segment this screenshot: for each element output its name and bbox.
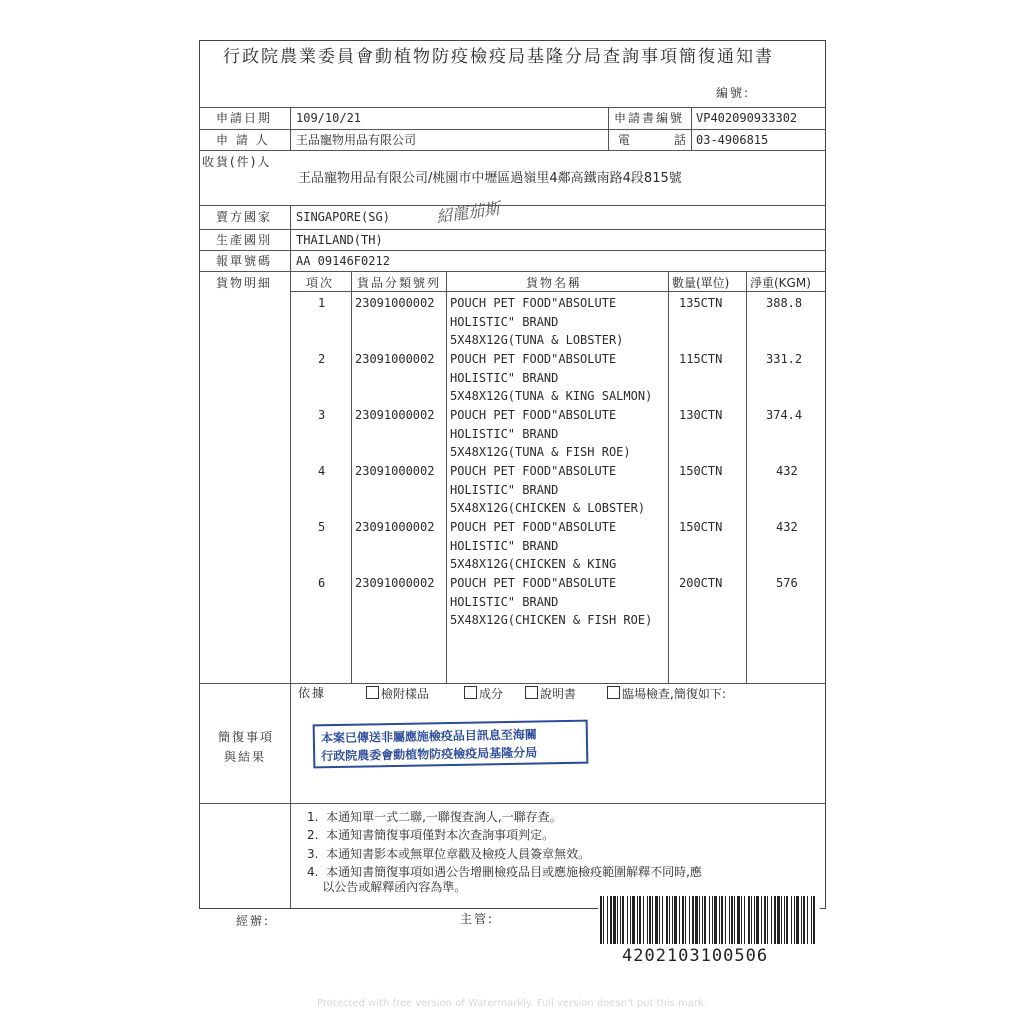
phone-value: 03-4906815 <box>696 133 769 147</box>
barcode-bar <box>613 896 616 944</box>
declaration-value: AA 09146F0212 <box>296 254 390 268</box>
row-code: 23091000002 <box>355 520 435 534</box>
barcode-bar <box>777 896 780 944</box>
row-no: 2 <box>318 352 326 366</box>
stamp-line1: 本案已傳送非屬應施檢疫品目訊息至海關 <box>320 727 537 746</box>
stamp-line2: 行政院農委會動植物防疫檢疫局基隆分局 <box>321 745 538 764</box>
barcode-bar <box>794 896 795 944</box>
barcode-bar <box>704 896 706 944</box>
barcode-bar <box>771 896 772 944</box>
note-item: 3. 本通知書影本或無單位章戳及檢疫人員簽章無效。 <box>307 847 591 861</box>
barcode-bar <box>622 896 624 944</box>
barcode-bar <box>803 896 805 944</box>
official-stamp <box>313 720 589 769</box>
barcode-bar <box>767 896 768 944</box>
declaration-label: 報單號碼 <box>216 254 273 268</box>
phone-label-a: 電 <box>618 133 633 147</box>
barcode-bar <box>737 896 740 944</box>
row-name: POUCH PET FOOD"ABSOLUTE HOLISTIC" BRAND 5X48X12G(TUNA & LOBSTER) <box>450 296 624 347</box>
option-sample <box>366 686 429 701</box>
barcode-bar <box>781 896 782 944</box>
barcode-bar <box>630 896 631 944</box>
barcode-bar <box>734 896 735 944</box>
barcode-bar <box>725 896 726 944</box>
consignee-value: 王品寵物用品有限公司/桃園市中壢區過嶺里4鄰高鐵南路4段815號 <box>298 171 682 186</box>
barcode-bar <box>702 896 703 944</box>
row-name: POUCH PET FOOD"ABSOLUTE HOLISTIC" BRAND 5X48X12G(TUNA & KING SALMON) <box>450 352 653 403</box>
barcode-bar <box>748 896 750 944</box>
col-header-qty: 數量(單位) <box>672 276 730 290</box>
date-label: 申請日期 <box>216 111 273 125</box>
row-code: 23091000002 <box>355 464 435 478</box>
barcode-bar <box>714 896 717 944</box>
option-sample-label: 檢附樣品 <box>381 687 430 701</box>
reply-label-line2: 與結果 <box>224 750 267 764</box>
barcode-bar <box>761 896 762 944</box>
barcode-bar <box>801 896 802 944</box>
serial-label: 編號: <box>716 86 751 100</box>
barcode-bar <box>791 896 792 944</box>
barcode-bar <box>662 896 663 944</box>
row-name: POUCH PET FOOD"ABSOLUTE HOLISTIC" BRAND 5X48X12G(CHICKEN & FISH ROE) <box>450 576 653 627</box>
checkbox-icon <box>464 686 477 699</box>
barcode-bar <box>695 896 698 944</box>
barcode-bar <box>643 896 644 944</box>
barcode-bar <box>689 896 690 944</box>
row-weight: 576 <box>776 576 798 590</box>
barcode <box>598 896 820 944</box>
col-header-name: 貨物名稱 <box>526 276 583 290</box>
row-code: 23091000002 <box>355 576 435 590</box>
seller-value: SINGAPORE(SG) <box>296 210 390 224</box>
barcode-bar <box>637 896 638 944</box>
row-weight: 374.4 <box>766 408 803 422</box>
barcode-bar <box>669 896 670 944</box>
option-manual-label: 說明書 <box>540 687 577 701</box>
row-no: 6 <box>318 576 326 590</box>
row-qty: 150CTN <box>679 464 723 478</box>
barcode-bar <box>744 896 745 944</box>
handwritten-signature: 紹龍茄斯 <box>435 198 502 227</box>
row-weight: 432 <box>776 464 798 478</box>
phone-label-b: 話 <box>674 133 689 147</box>
row-no: 5 <box>318 520 326 534</box>
row-qty: 130CTN <box>679 408 723 422</box>
barcode-bar <box>699 896 700 944</box>
barcode-bar <box>796 896 799 944</box>
barcode-bar <box>719 896 720 944</box>
barcode-bar <box>685 896 686 944</box>
note-item: 2. 本通知書簡復事項僅對本次查詢事項判定。 <box>307 828 555 842</box>
consignee-label: 收貨(件)人 <box>202 155 272 169</box>
barcode-bar <box>813 896 815 944</box>
row-name: POUCH PET FOOD"ABSOLUTE HOLISTIC" BRAND 5X48X12G(TUNA & FISH ROE) <box>450 408 631 459</box>
barcode-bar <box>692 896 694 944</box>
row-no: 1 <box>318 296 326 310</box>
option-inspection <box>607 686 726 701</box>
row-qty: 115CTN <box>679 352 723 366</box>
date-value: 109/10/21 <box>296 111 362 125</box>
barcode-bar <box>774 896 776 944</box>
barcode-bar <box>807 896 808 944</box>
applicant-label: 申 請 人 <box>216 133 270 147</box>
barcode-bar <box>672 896 673 944</box>
origin-value: THAILAND(TH) <box>296 233 383 247</box>
option-inspection-label: 臨場檢查,簡復如下: <box>622 687 726 701</box>
document-title: 行政院農業委員會動植物防疫檢疫局基隆分局查詢事項簡復通知書 <box>223 47 774 67</box>
barcode-bar <box>674 896 677 944</box>
supervisor-label: 主管: <box>460 912 495 926</box>
barcode-bar <box>632 896 635 944</box>
barcode-bar <box>811 896 812 944</box>
row-qty: 200CTN <box>679 576 723 590</box>
option-ingredient <box>464 686 503 701</box>
basis-label: 依據 <box>298 686 327 700</box>
barcode-bar <box>607 896 608 944</box>
barcode-bar <box>649 896 651 944</box>
barcode-bar <box>764 896 766 944</box>
origin-label: 生產國別 <box>216 233 273 247</box>
details-label: 貨物明細 <box>216 276 273 290</box>
barcode-bar <box>682 896 684 944</box>
row-weight: 388.8 <box>766 296 803 310</box>
watermark-text: Protected with free version of Watermarkly. Full version doesn't put this mark. <box>317 998 707 1009</box>
row-no: 3 <box>318 408 326 422</box>
row-weight: 331.2 <box>766 352 803 366</box>
row-code: 23091000002 <box>355 408 435 422</box>
row-no: 4 <box>318 464 326 478</box>
barcode-bar <box>721 896 723 944</box>
row-code: 23091000002 <box>355 352 435 366</box>
col-header-weight: 淨重(KGM) <box>750 276 811 290</box>
barcode-number: 4202103100506 <box>622 946 769 966</box>
handler-label: 經辦: <box>236 914 271 928</box>
checkbox-icon <box>525 686 538 699</box>
row-qty: 135CTN <box>679 296 723 310</box>
barcode-bar <box>712 896 713 944</box>
checkbox-icon <box>607 686 620 699</box>
barcode-bar <box>786 896 788 944</box>
barcode-bar <box>620 896 621 944</box>
barcode-bar <box>709 896 710 944</box>
seller-label: 賣方國家 <box>216 210 273 224</box>
option-manual <box>525 686 576 701</box>
checkbox-icon <box>366 686 379 699</box>
barcode-bar <box>751 896 752 944</box>
col-header-code: 貨品分類號列 <box>357 276 442 290</box>
applicant-value: 王品寵物用品有限公司 <box>296 133 417 147</box>
barcode-bar <box>647 896 648 944</box>
barcode-bar <box>731 896 733 944</box>
app-no-label: 申請書編號 <box>614 111 685 125</box>
barcode-bar <box>754 896 755 944</box>
note-item: 1. 本通知單一式二聯,一聯復查詢人,一聯存查。 <box>307 810 562 824</box>
barcode-bar <box>610 896 612 944</box>
barcode-bar <box>603 896 604 944</box>
col-header-no: 項次 <box>306 276 335 290</box>
reply-label-line1: 簡復事項 <box>218 730 275 744</box>
barcode-bar <box>659 896 660 944</box>
barcode-bar <box>729 896 730 944</box>
row-code: 23091000002 <box>355 296 435 310</box>
app-no-value: VP402090933302 <box>696 111 798 125</box>
barcode-bar <box>652 896 653 944</box>
row-name: POUCH PET FOOD"ABSOLUTE HOLISTIC" BRAND 5X48X12G(CHICKEN & KING <box>450 520 617 571</box>
barcode-bar <box>679 896 680 944</box>
barcode-bar <box>627 896 628 944</box>
barcode-bar <box>784 896 785 944</box>
row-weight: 432 <box>776 520 798 534</box>
barcode-bar <box>756 896 759 944</box>
option-ingredient-label: 成分 <box>479 687 504 701</box>
row-qty: 150CTN <box>679 520 723 534</box>
note-item: 4. 本通知書簡復事項如遇公告增刪檢疫品目或應施檢疫範圍解釋不同時,應 以公告或解釋函內容為準。 <box>307 865 702 894</box>
row-name: POUCH PET FOOD"ABSOLUTE HOLISTIC" BRAND 5X48X12G(CHICKEN & LOBSTER) <box>450 464 646 515</box>
barcode-bar <box>741 896 742 944</box>
barcode-bar <box>617 896 618 944</box>
barcode-bar <box>639 896 641 944</box>
barcode-bar <box>600 896 602 944</box>
barcode-bar <box>666 896 668 944</box>
barcode-bar <box>655 896 658 944</box>
